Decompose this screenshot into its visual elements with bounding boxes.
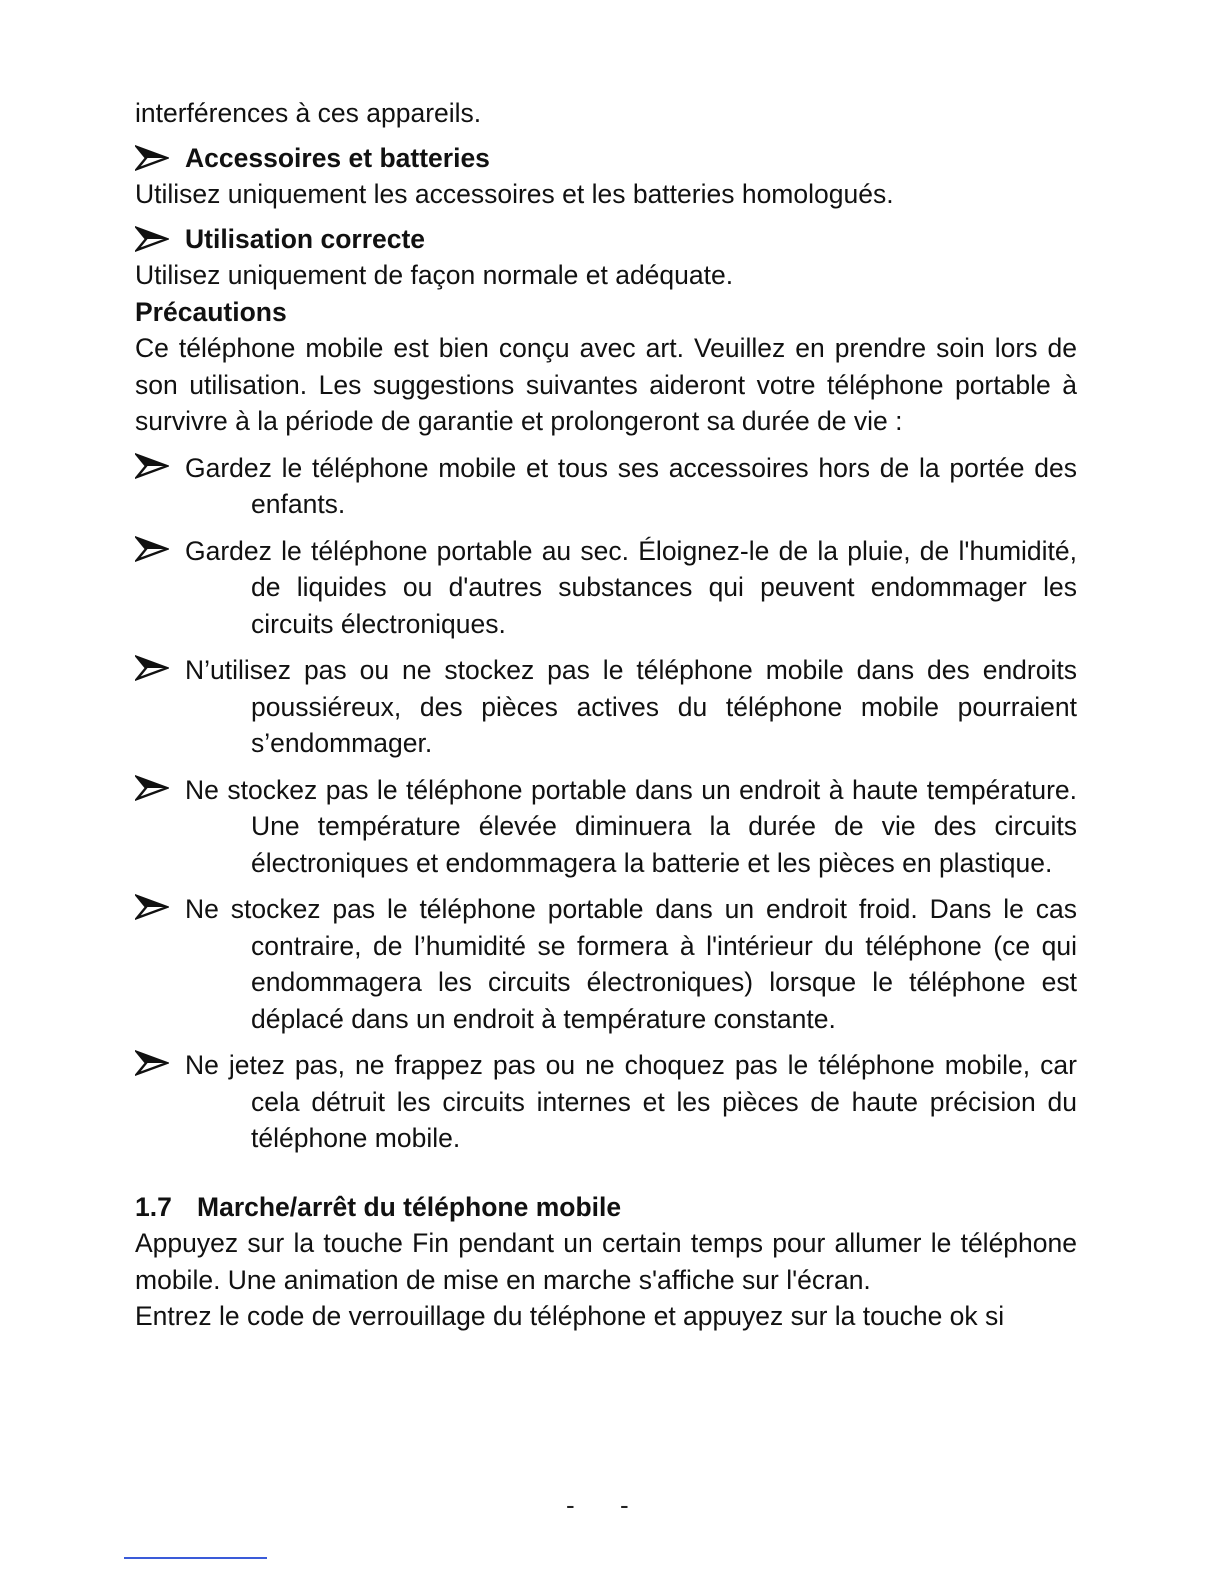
list-item-text: Ne stockez pas le téléphone portable dans un endroit à haute température. Une température élevée diminuera la durée de vie des circuits électroniques et endommagera la batterie et les pièces en plastique.	[185, 774, 1077, 878]
section-heading-text: Accessoires et batteries	[185, 142, 490, 173]
chapter-paragraph: Appuyez sur la touche Fin pendant un certain temps pour allumer le téléphone mobile. Une animation de mise en marche s'affiche sur l'écran.	[135, 1228, 1077, 1295]
list-item	[135, 891, 1077, 1037]
footnote-divider	[124, 1557, 267, 1559]
list-item	[135, 450, 1077, 523]
precautions-title: Précautions	[135, 296, 287, 327]
document-page	[135, 95, 1077, 1335]
list-item	[135, 652, 1077, 762]
arrow-bullet-icon	[135, 1050, 171, 1076]
section-heading-correct-use	[135, 221, 1077, 258]
list-item-text: N’utilisez pas ou ne stockez pas le téléphone mobile dans des endroits poussiéreux, des pièces actives du téléphone mobile pourraient s’endommager.	[185, 655, 1077, 758]
section-heading-text: Utilisation correcte	[185, 223, 426, 254]
intro-line: interférences à ces appareils.	[135, 98, 482, 128]
list-item-text: Gardez le téléphone portable au sec. Éloignez-le de la pluie, de l'humidité, de liquides ou d'autres substances qui peuvent endommager les circuits électroniques.	[185, 535, 1077, 639]
chapter-number: 1.7	[135, 1191, 172, 1222]
section-heading-accessories	[135, 140, 1077, 177]
list-item	[135, 1047, 1077, 1157]
arrow-bullet-icon	[135, 145, 171, 171]
list-item	[135, 772, 1077, 882]
arrow-bullet-icon	[135, 775, 171, 801]
arrow-bullet-icon	[135, 536, 171, 562]
list-item-text: Ne stockez pas le téléphone portable dans un endroit froid. Dans le cas contraire, de l’humidité se formera à l'intérieur du téléphone (ce qui endommagera les circuits électroniques) lorsque le téléphone est déplacé dans un endroit à température constante.	[185, 894, 1077, 1034]
arrow-bullet-icon	[135, 226, 171, 252]
page-number-right-mark: -	[620, 1490, 629, 1520]
arrow-bullet-icon	[135, 894, 171, 920]
page-number-left-mark: -	[566, 1490, 575, 1520]
section-text: Utilisez uniquement les accessoires et les batteries homologués.	[135, 179, 894, 209]
list-item-text: Gardez le téléphone mobile et tous ses accessoires hors de la portée des enfants.	[185, 452, 1077, 519]
arrow-bullet-icon	[135, 453, 171, 479]
chapter-title: Marche/arrêt du téléphone mobile	[197, 1191, 622, 1222]
chapter-paragraph: Entrez le code de verrouillage du téléphone et appuyez sur la touche ok si	[135, 1301, 1005, 1331]
precautions-list	[135, 450, 1077, 1157]
list-item	[135, 533, 1077, 643]
section-text: Utilisez uniquement de façon normale et adéquate.	[135, 260, 734, 290]
list-item-text: Ne jetez pas, ne frappez pas ou ne choquez pas le téléphone mobile, car cela détruit les circuits internes et les pièces de haute précision du téléphone mobile.	[185, 1050, 1077, 1153]
precautions-intro: Ce téléphone mobile est bien conçu avec art. Veuillez en prendre soin lors de son utilisation. Les suggestions suivantes aideront votre téléphone portable à survivre à la période de garantie et prolongeront sa durée de vie :	[135, 333, 1077, 436]
chapter-heading	[135, 1189, 1077, 1226]
arrow-bullet-icon	[135, 655, 171, 681]
